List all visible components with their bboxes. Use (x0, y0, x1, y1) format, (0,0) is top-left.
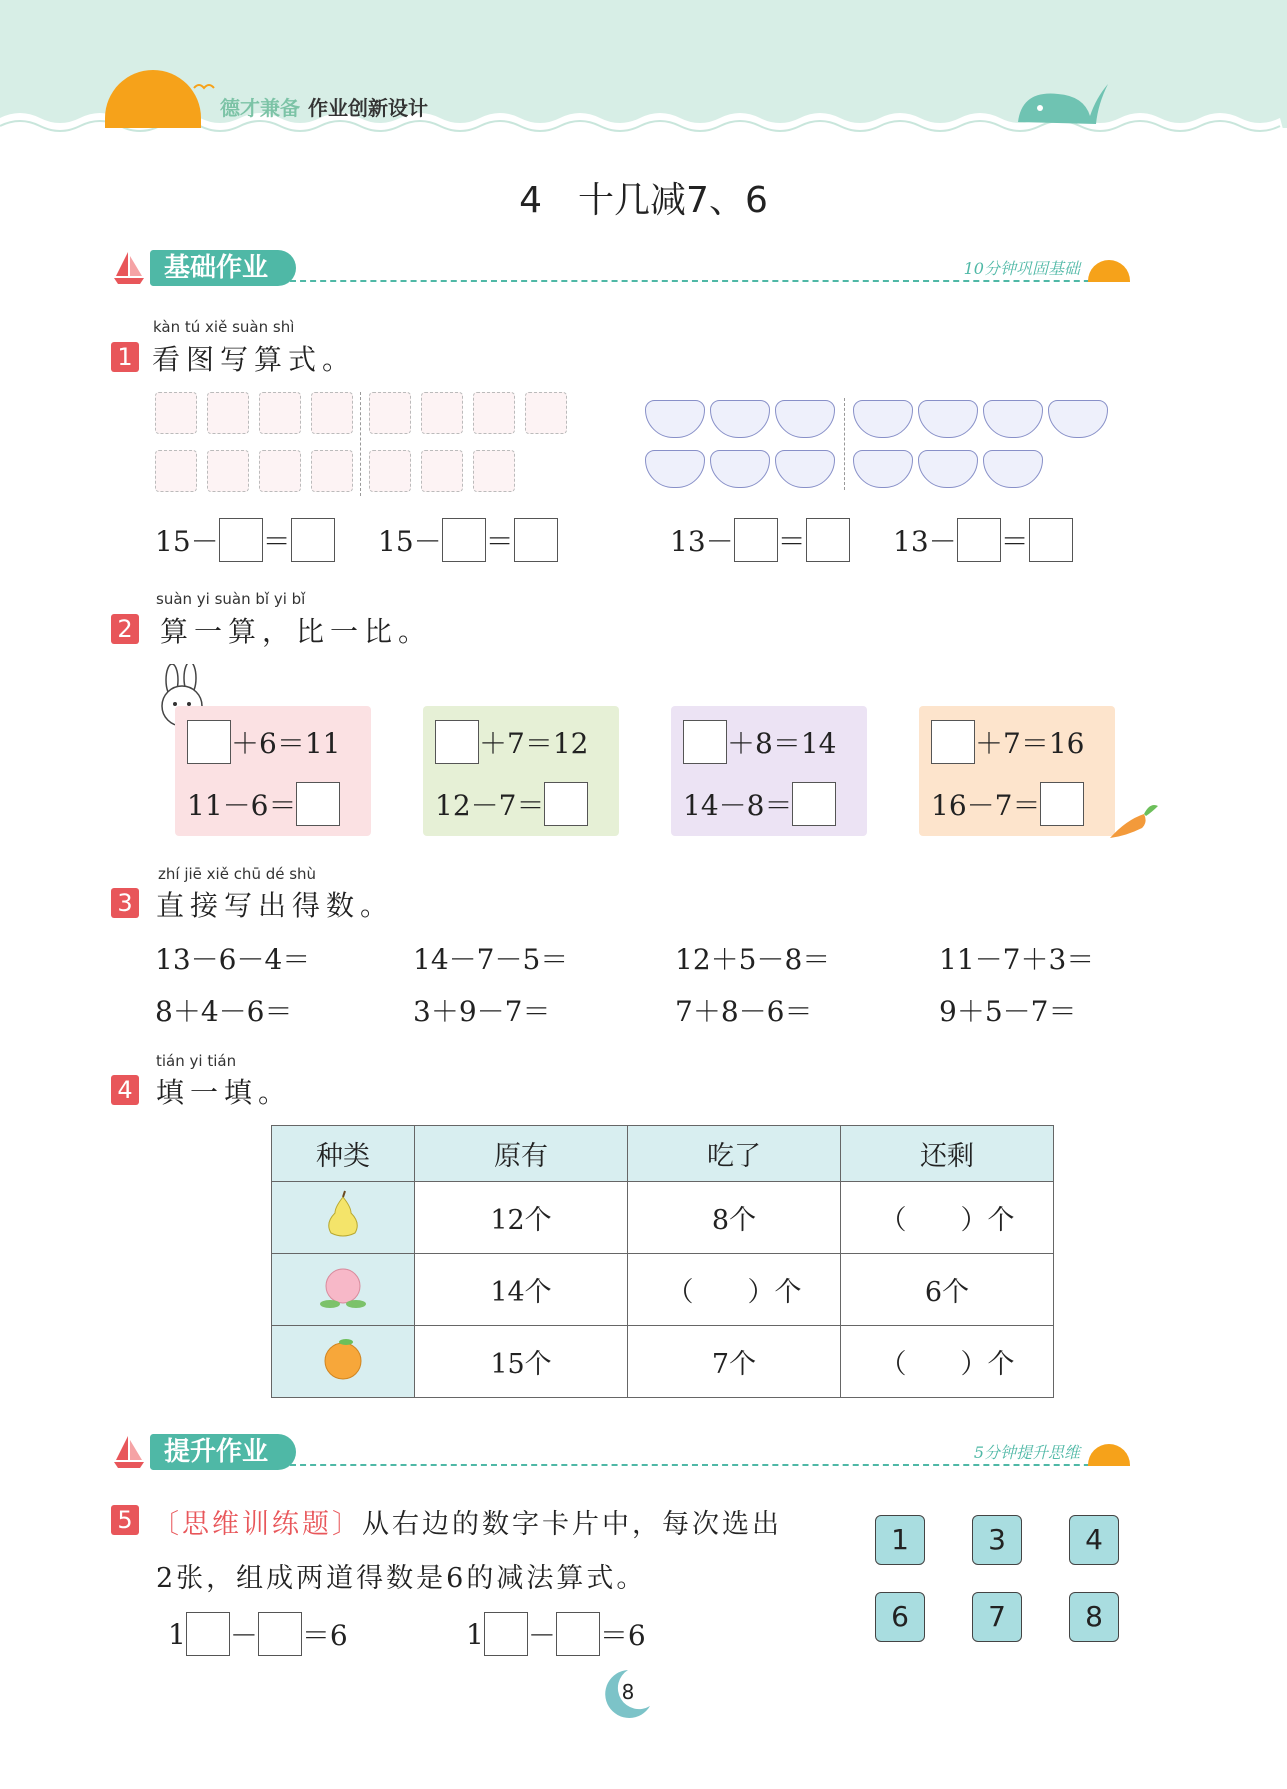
bowl-icon (853, 450, 913, 488)
q3-pinyin: zhí jiē xiě chū dé shù (158, 865, 317, 883)
q3-expression: 3＋9－7＝ (413, 995, 551, 1028)
number-card[interactable]: 8 (1069, 1592, 1119, 1642)
q2-number: 2 (111, 614, 139, 644)
sun-icon (1088, 260, 1130, 282)
answer-box[interactable] (484, 1612, 528, 1656)
divider (360, 392, 361, 496)
number-card[interactable]: 4 (1069, 1515, 1119, 1565)
answer-box[interactable] (219, 518, 263, 562)
compare-card (423, 706, 619, 836)
answer-box[interactable] (544, 782, 588, 826)
q4-text: 填一填。 (156, 1076, 293, 1109)
divider (844, 398, 845, 490)
table-row (272, 1254, 1054, 1326)
q1-pinyin: kàn tú xiě suàn shì (153, 318, 295, 336)
bowl-icon (710, 400, 770, 438)
whale-icon (1012, 76, 1112, 132)
cup-icon (207, 392, 249, 434)
bowl-icon (918, 450, 978, 488)
table-cell: 8个 (628, 1182, 841, 1254)
answer-box[interactable] (683, 720, 727, 764)
page-number: 8 (621, 1680, 635, 1704)
section-label: 提升作业 (150, 1434, 296, 1470)
number-card[interactable]: 3 (972, 1515, 1022, 1565)
number-card[interactable]: 1 (875, 1515, 925, 1565)
q1-number: 1 (111, 342, 139, 372)
dashed-divider (290, 280, 1120, 282)
q5-text-line2: 2张，组成两道得数是6的减法算式。 (156, 1563, 647, 1594)
q5-equation: 1 － ＝6 (168, 1612, 348, 1656)
q3-expression: 12＋5－8＝ (675, 943, 831, 976)
bowl-icon (983, 450, 1043, 488)
q2-text: 算一算，比一比。 (160, 615, 433, 648)
fruit-cell (272, 1182, 415, 1254)
card-top-equation: ＋8＝14 (727, 727, 837, 760)
q3-expression: 11－7＋3＝ (939, 943, 1095, 976)
cup-icon (259, 392, 301, 434)
card-top-equation: ＋6＝11 (231, 727, 341, 760)
answer-box[interactable] (296, 782, 340, 826)
cup-icon (473, 392, 515, 434)
q3-expression: 9＋5－7＝ (939, 995, 1077, 1028)
bowl-icon (645, 400, 705, 438)
card-bottom-equation: 16－7＝ (931, 789, 1041, 822)
compare-card (919, 706, 1115, 836)
card-bottom-equation: 14－8＝ (683, 789, 793, 822)
header-cell: 种类 (272, 1126, 415, 1182)
dashed-divider (290, 1464, 1120, 1466)
cup-icon (421, 450, 463, 492)
header-cell: 吃了 (628, 1126, 841, 1182)
header-cell: 还剩 (841, 1126, 1054, 1182)
bowl-icon (775, 450, 835, 488)
answer-box[interactable] (957, 518, 1001, 562)
number-card[interactable]: 6 (875, 1592, 925, 1642)
cup-icon (155, 392, 197, 434)
sailboat-icon (110, 1432, 148, 1470)
bowls-picture (645, 400, 1115, 500)
table-row (272, 1326, 1054, 1398)
q3-number: 3 (111, 888, 139, 918)
blank-cell[interactable]: （ ）个 (841, 1326, 1054, 1398)
q2-pinyin: suàn yi suàn bǐ yi bǐ (156, 590, 306, 608)
answer-box[interactable] (514, 518, 558, 562)
q3-text: 直接写出得数。 (156, 889, 395, 922)
q3-expression: 7＋8－6＝ (675, 995, 813, 1028)
table-cell: 7个 (628, 1326, 841, 1398)
sun-icon (1088, 1444, 1130, 1466)
blank-cell[interactable]: （ ）个 (841, 1182, 1054, 1254)
card-top-equation: ＋7＝16 (975, 727, 1085, 760)
cup-icon (369, 450, 411, 492)
answer-box[interactable] (1040, 782, 1084, 826)
cup-icon (155, 450, 197, 492)
answer-box[interactable] (258, 1612, 302, 1656)
table-cell: 12个 (415, 1182, 628, 1254)
card-bottom-equation: 11－6＝ (187, 789, 297, 822)
cup-icon (207, 450, 249, 492)
fruit-table (271, 1125, 1054, 1398)
header-cell: 原有 (415, 1126, 628, 1182)
bowl-icon (983, 400, 1043, 438)
q1-equation: 15－ ＝ (378, 518, 558, 562)
answer-box[interactable] (435, 720, 479, 764)
number-card[interactable]: 7 (972, 1592, 1022, 1642)
bird-icon (192, 80, 216, 94)
answer-box[interactable] (186, 1612, 230, 1656)
answer-box[interactable] (442, 518, 486, 562)
blank-cell[interactable]: （ ）个 (628, 1254, 841, 1326)
q1-equation: 13－ ＝ (893, 518, 1073, 562)
q4-pinyin: tián yi tián (156, 1052, 237, 1070)
bowl-icon (918, 400, 978, 438)
q5-equation: 1 － ＝6 (466, 1612, 646, 1656)
table-cell: 15个 (415, 1326, 628, 1398)
bowl-icon (645, 450, 705, 488)
cup-icon (421, 392, 463, 434)
answer-box[interactable] (806, 518, 850, 562)
page-title: 4 十几减7、6 (519, 180, 768, 221)
bowl-icon (1048, 400, 1108, 438)
section-label: 基础作业 (150, 250, 296, 286)
q1-text: 看图写算式。 (152, 343, 357, 376)
q3-expression: 8＋4－6＝ (155, 995, 293, 1028)
sailboat-icon (110, 248, 148, 286)
brand: 德才兼备 作业创新设计 (220, 96, 428, 120)
section-banner-advanced (110, 1432, 1150, 1472)
answer-box[interactable] (291, 518, 335, 562)
answer-box[interactable] (734, 518, 778, 562)
cup-icon (369, 392, 411, 434)
orange-icon (320, 1334, 366, 1382)
q5-tag: 〔思维训练题〕 (152, 1509, 362, 1540)
answer-box[interactable] (1029, 518, 1073, 562)
cup-icon (259, 450, 301, 492)
cup-icon (473, 450, 515, 492)
q5-number: 5 (111, 1505, 139, 1535)
bowl-icon (775, 400, 835, 438)
cup-icon (311, 392, 353, 434)
peach-icon (318, 1262, 368, 1310)
table-row (272, 1182, 1054, 1254)
cups-picture (155, 392, 575, 502)
bowl-icon (853, 400, 913, 438)
cup-icon (525, 392, 567, 434)
answer-box[interactable] (931, 720, 975, 764)
answer-box[interactable] (556, 1612, 600, 1656)
fruit-cell (272, 1326, 415, 1398)
table-cell: 6个 (841, 1254, 1054, 1326)
q4-number: 4 (111, 1075, 139, 1105)
cup-icon (311, 450, 353, 492)
fruit-cell (272, 1254, 415, 1326)
section-subtitle: 10分钟巩固基础 (963, 259, 1080, 278)
q1-equation: 15－ ＝ (155, 518, 335, 562)
q1-equation: 13－ ＝ (670, 518, 850, 562)
section-subtitle: 5分钟提升思维 (973, 1443, 1080, 1462)
q3-expression: 13－6－4＝ (155, 943, 311, 976)
section-banner-basic (110, 248, 1150, 288)
bowl-icon (710, 450, 770, 488)
pear-icon (321, 1189, 365, 1239)
compare-card (175, 706, 371, 836)
answer-box[interactable] (187, 720, 231, 764)
q5-text-line1 (152, 1502, 782, 1541)
card-top-equation: ＋7＝12 (479, 727, 589, 760)
answer-box[interactable] (792, 782, 836, 826)
q3-expression: 14－7－5＝ (413, 943, 569, 976)
carrot-icon (1106, 800, 1162, 842)
table-cell: 14个 (415, 1254, 628, 1326)
card-bottom-equation: 12－7＝ (435, 789, 545, 822)
q5-line1: 从右边的数字卡片中，每次选出 (362, 1509, 782, 1540)
table-header-row (272, 1126, 1054, 1182)
compare-card (671, 706, 867, 836)
